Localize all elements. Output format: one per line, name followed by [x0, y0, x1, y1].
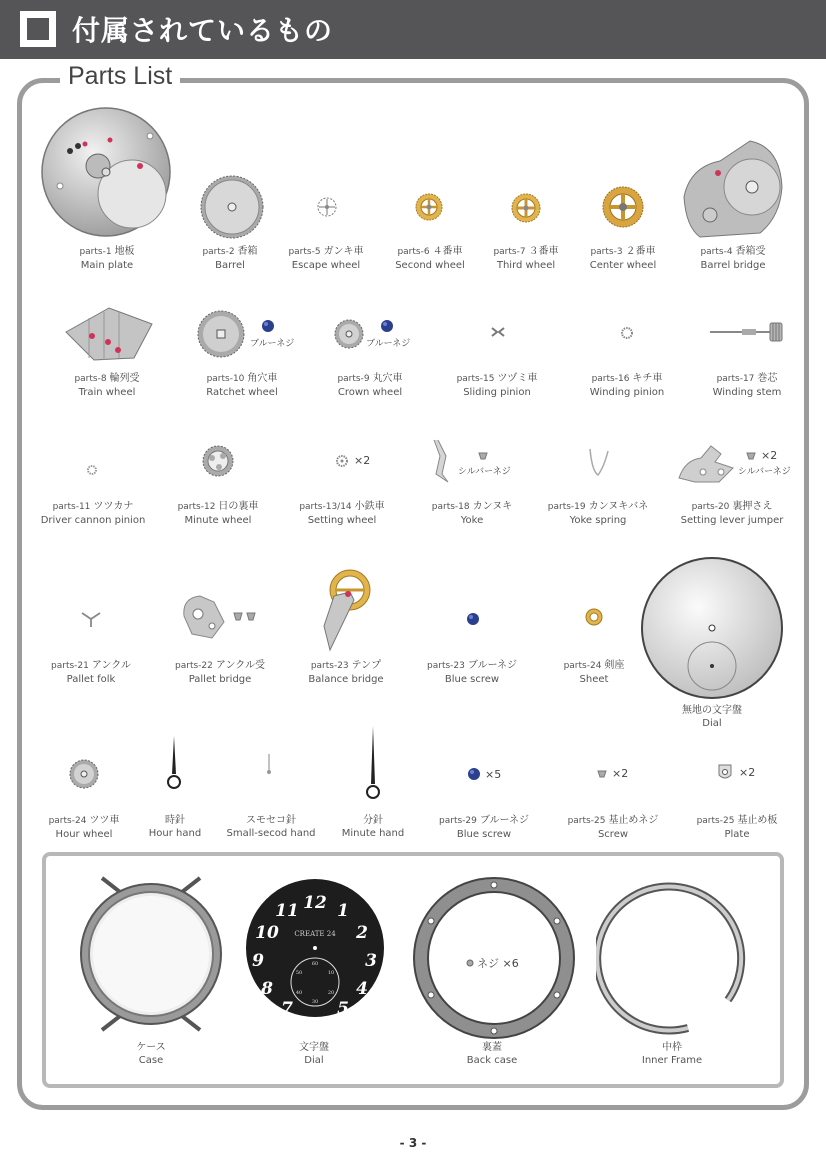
screw-icon — [465, 958, 475, 968]
part-label-24: parts-24 剣座 Sheet — [563, 660, 625, 685]
part-label-6: parts-6 ４番車 Second wheel — [395, 246, 465, 271]
dial-numeral: 10 — [255, 923, 279, 943]
dial-numeral: 1 — [337, 901, 349, 921]
part-label-dial: 文字盤 Dial — [299, 1042, 329, 1066]
quantity-x2-20: ×2 — [761, 449, 778, 462]
silver-screw-note-20: シルバーネジ — [738, 467, 791, 477]
part-label-29: parts-29 ブルーネジ Blue screw — [439, 815, 529, 840]
hour-wheel-icon — [68, 758, 100, 790]
quantity-x2-25b: ×2 — [739, 766, 756, 779]
sheet-icon — [584, 607, 604, 627]
barrel-icon — [199, 174, 265, 240]
watch-dial-icon — [245, 878, 385, 1018]
header-square-icon — [20, 11, 56, 47]
yoke-spring-icon — [586, 447, 612, 477]
sliding-pinion-icon — [491, 326, 505, 338]
part-label-plain-dial: 無地の文字盤 Dial — [682, 705, 742, 729]
part-label-18: parts-18 カンヌキ Yoke — [431, 501, 513, 526]
blue-screw-note-9: ブルーネジ — [366, 339, 411, 349]
part-label-23b: parts-23 ブルーネジ Blue screw — [427, 660, 517, 685]
hour-hand-icon — [166, 734, 182, 796]
part-label-25: parts-25 基止めネジ Screw — [567, 815, 659, 840]
page-title: 付属されているもの — [72, 14, 334, 47]
page-header — [0, 0, 826, 59]
part-label-hour-hand: 時針 Hour hand — [148, 815, 202, 839]
part-label-19: parts-19 カンヌキバネ Yoke spring — [547, 501, 649, 526]
subdial-numeral: 40 — [295, 990, 303, 996]
winding-stem-icon — [708, 321, 784, 343]
dial-numeral: 3 — [365, 951, 377, 971]
pallet-fork-icon — [80, 609, 102, 629]
dial-numeral: 7 — [281, 999, 293, 1018]
part-label-case: ケース Case — [136, 1042, 166, 1066]
silver-screw-icon — [478, 451, 488, 461]
part-label-3: parts-3 ２番車 Center wheel — [589, 246, 657, 271]
third-wheel-icon — [510, 192, 542, 224]
barrel-bridge-icon — [680, 137, 784, 241]
silver-screw-icon — [597, 769, 607, 779]
part-label-13: parts-13/14 小鉄車 Setting wheel — [299, 501, 385, 526]
part-label-22: parts-22 アンクル受 Pallet bridge — [175, 660, 265, 685]
subdial-numeral: 30 — [311, 999, 319, 1005]
silver-screw-icon — [746, 451, 756, 461]
dial-numeral: 2 — [356, 923, 368, 943]
main-plate-icon — [40, 106, 172, 238]
section-title: Parts List — [60, 62, 180, 91]
part-label-15: parts-15 ツヅミ車 Sliding pinion — [456, 373, 538, 398]
dial-brand: CREATE 24 — [294, 930, 336, 938]
crown-wheel-icon — [333, 318, 365, 350]
dial-numeral: 8 — [261, 979, 273, 999]
part-label-12: parts-12 日の裏車 Minute wheel — [177, 501, 259, 526]
minute-hand-icon — [365, 724, 381, 804]
quantity-x5-29: ×5 — [485, 768, 502, 781]
part-label-4: parts-4 香箱受 Barrel bridge — [700, 246, 766, 271]
blue-screw-note-10: ブルーネジ — [250, 339, 295, 349]
dial-numeral: 12 — [303, 893, 327, 913]
part-label-small-hand: スモセコ針 Small-secod hand — [226, 815, 316, 839]
part-label-7: parts-7 ３番車 Third wheel — [493, 246, 559, 271]
dial-numeral: 5 — [337, 999, 349, 1018]
part-label-11: parts-11 ツツカナ Driver cannon pinion — [40, 501, 146, 526]
part-label-inner-frame: 中枠 Inner Frame — [641, 1042, 703, 1066]
part-label-1: parts-1 地板 Main plate — [79, 246, 135, 271]
yoke-icon — [428, 438, 454, 486]
part-label-17: parts-17 巻芯 Winding stem — [712, 373, 782, 398]
inner-frame-icon — [596, 880, 746, 1036]
blue-screw-icon — [380, 319, 394, 333]
part-label-24b: parts-24 ツツ車 Hour wheel — [48, 815, 120, 840]
train-wheel-bridge-icon — [64, 306, 154, 362]
subdial-numeral: 10 — [327, 970, 335, 976]
watch-case-icon — [78, 876, 224, 1032]
ratchet-wheel-icon — [196, 309, 246, 359]
subdial-numeral: 50 — [295, 970, 303, 976]
escape-wheel-icon — [316, 196, 338, 218]
minute-wheel-icon — [201, 444, 235, 478]
silver-screw-pair-icon — [233, 611, 257, 623]
dial-numeral: 4 — [356, 979, 368, 999]
setting-lever-jumper-icon — [675, 442, 739, 484]
part-label-23: parts-23 テンプ Balance bridge — [308, 660, 384, 685]
part-label-10: parts-10 角穴車 Ratchet wheel — [206, 373, 278, 398]
quantity-x2-13: ×2 — [354, 454, 371, 467]
blue-screw-icon — [467, 767, 481, 781]
center-wheel-icon — [601, 185, 645, 229]
balance-bridge-icon — [314, 566, 376, 652]
page-number: - 3 - — [399, 1136, 427, 1150]
dial-numeral: 9 — [252, 951, 264, 971]
blue-screw-icon — [466, 612, 480, 626]
small-second-hand-icon — [265, 752, 273, 778]
dial-numeral: 11 — [275, 901, 299, 921]
part-label-25b: parts-25 基止め板 Plate — [696, 815, 778, 840]
setting-wheel-icon — [335, 454, 349, 468]
part-label-9: parts-9 丸穴車 Crown wheel — [337, 373, 403, 398]
screw-x6-note: ネジ ×6 — [477, 957, 519, 970]
pallet-bridge-icon — [178, 592, 228, 642]
plain-dial-icon — [640, 556, 784, 700]
part-label-5: parts-5 ガンキ車 Escape wheel — [288, 246, 364, 271]
part-label-21: parts-21 アンクル Pallet folk — [51, 660, 131, 685]
part-label-16: parts-16 キチ車 Winding pinion — [589, 373, 665, 398]
part-label-back-case: 裏蓋 Back case — [466, 1042, 518, 1066]
part-label-20: parts-20 裏押さえ Setting lever jumper — [680, 501, 784, 526]
subdial-numeral: 60 — [311, 961, 319, 967]
part-label-8: parts-8 輪列受 Train wheel — [74, 373, 140, 398]
quantity-x2-25: ×2 — [612, 767, 629, 780]
second-wheel-icon — [414, 192, 444, 222]
part-label-2: parts-2 香箱 Barrel — [202, 246, 258, 271]
driver-cannon-pinion-icon — [85, 463, 99, 477]
blue-screw-icon — [261, 319, 275, 333]
silver-screw-note-18: シルバーネジ — [458, 467, 511, 477]
plate-icon — [717, 763, 733, 781]
winding-pinion-icon — [620, 326, 634, 340]
subdial-numeral: 20 — [327, 990, 335, 996]
part-label-minute-hand: 分針 Minute hand — [341, 815, 405, 839]
